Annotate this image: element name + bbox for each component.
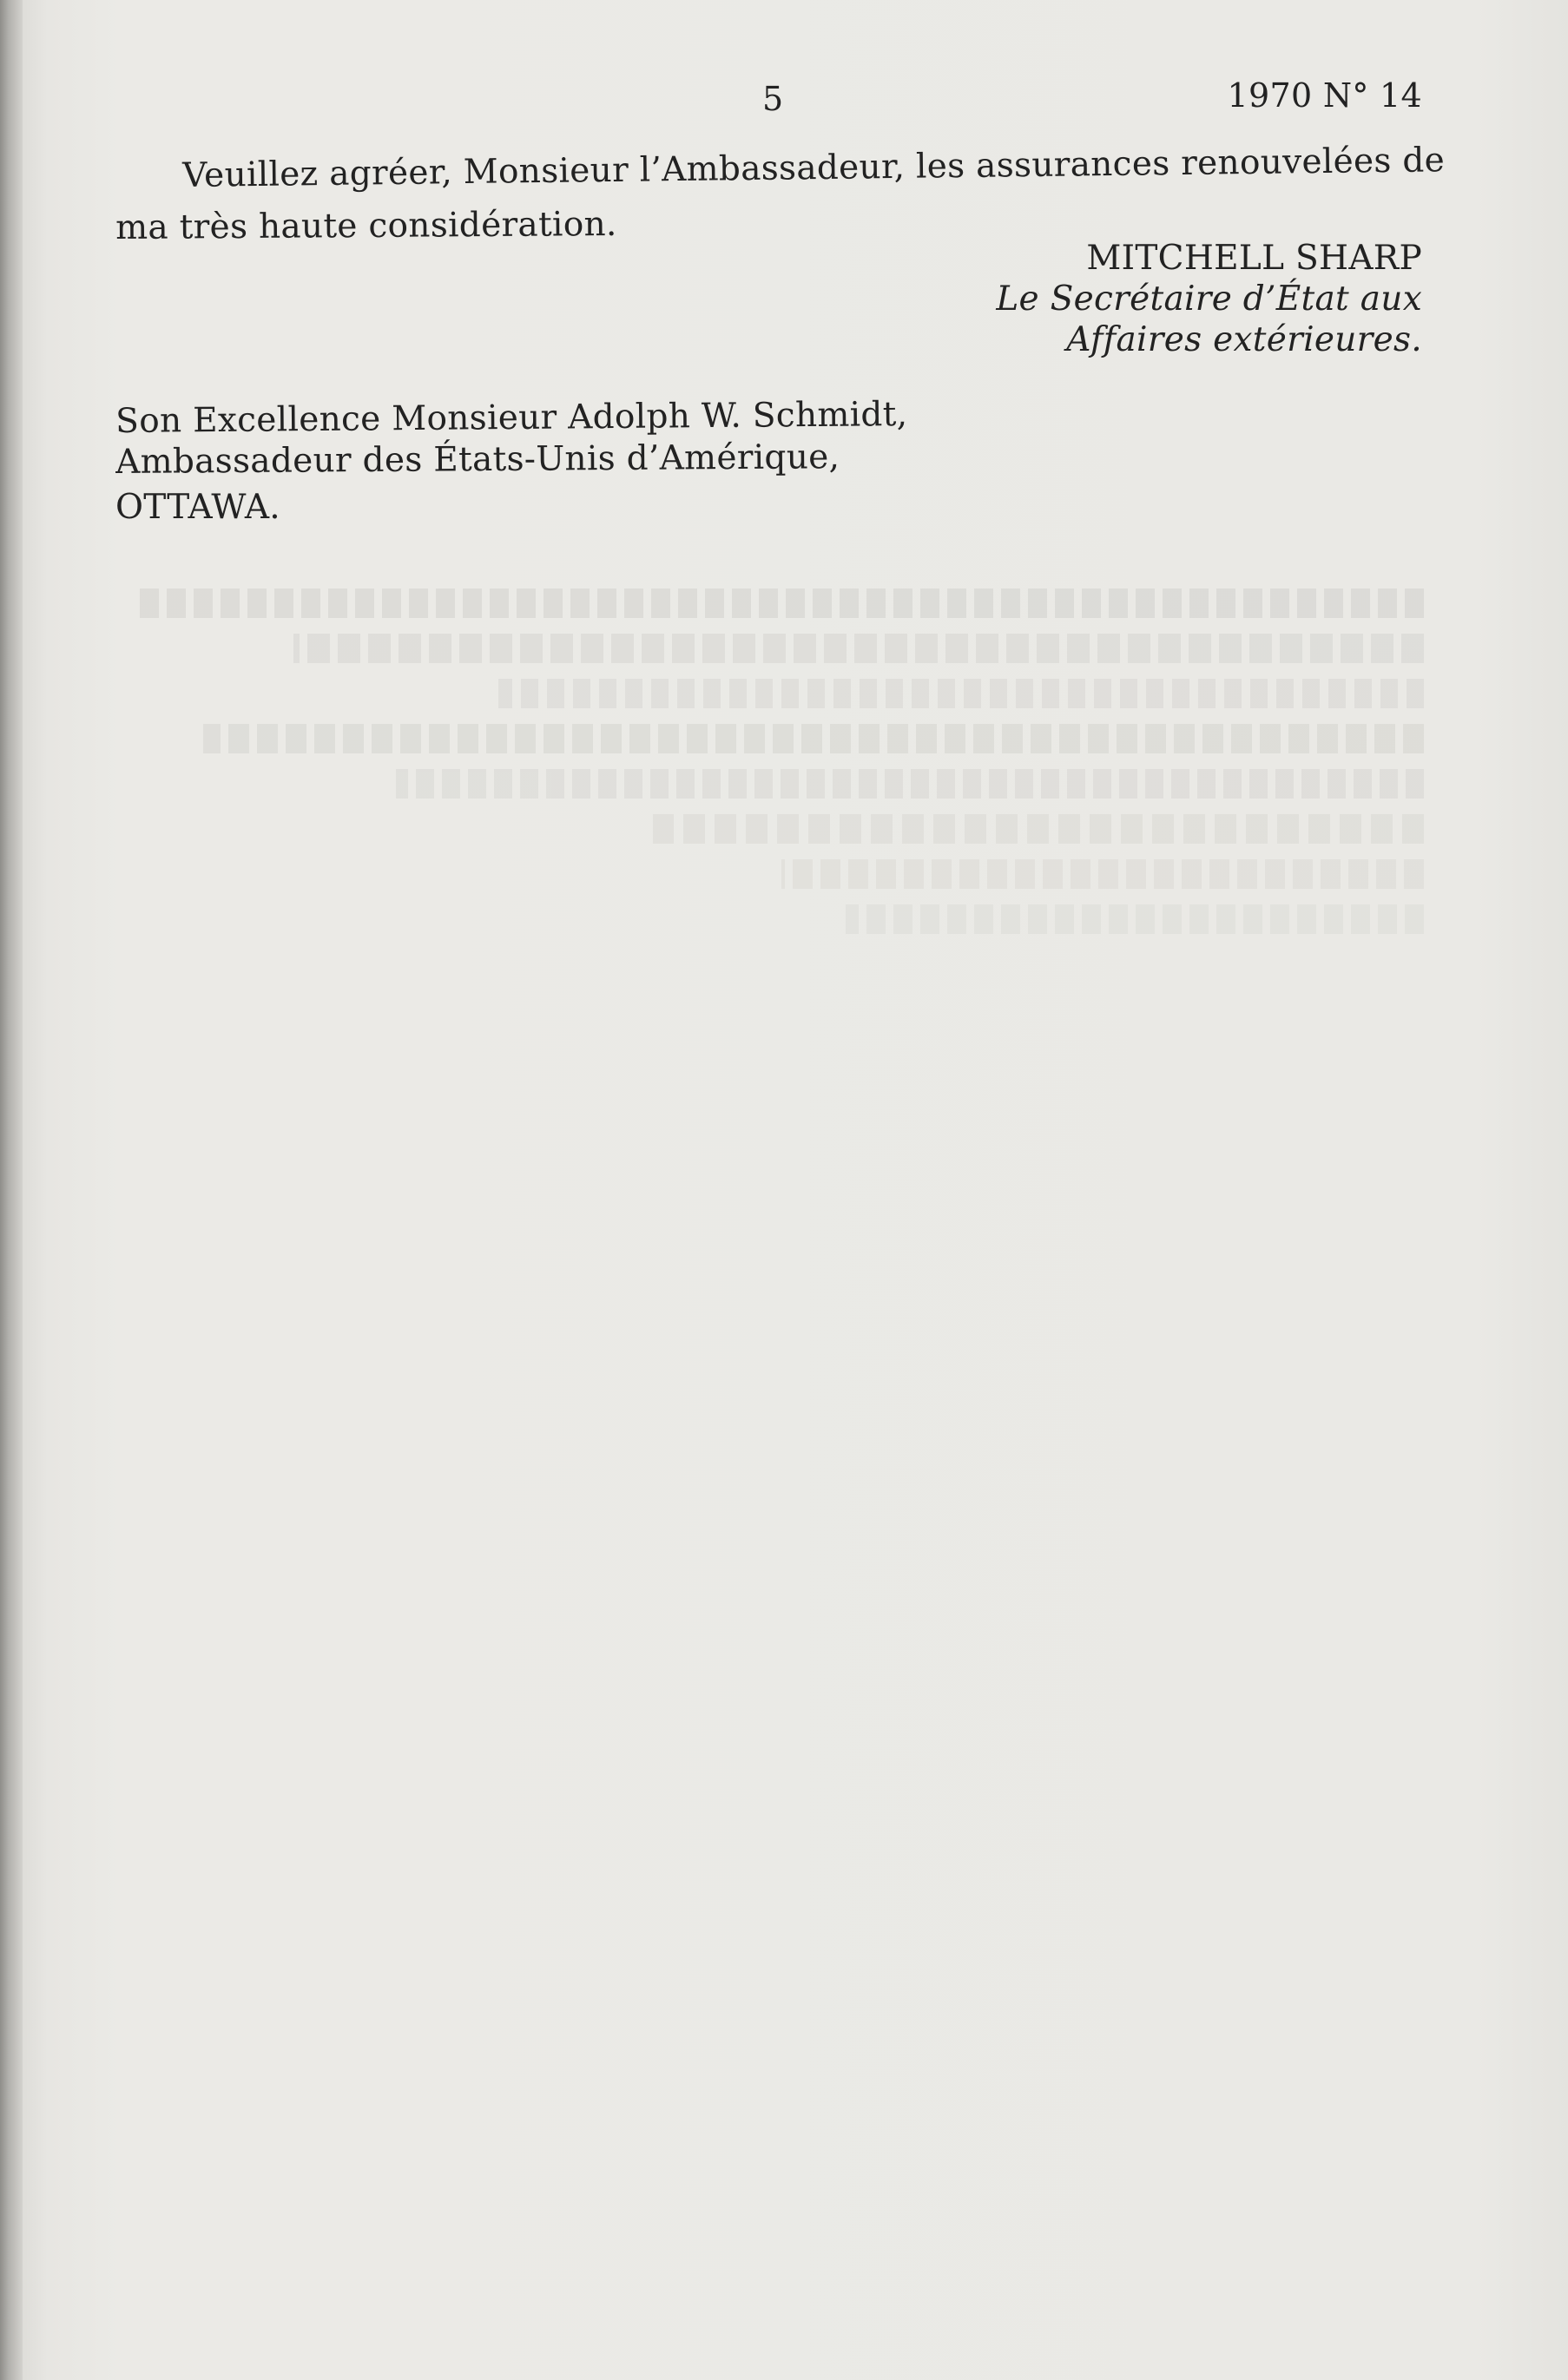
signatory-name: MITCHELL SHARP: [1086, 239, 1422, 278]
addressee-line-2: Ambassadeur des États-Unis d’Amérique,: [115, 437, 840, 482]
addressee-line-3: OTTAWA.: [115, 488, 280, 527]
signatory-title-line-2: Affaires extérieures.: [1066, 320, 1422, 359]
bleed-through-texture: [139, 573, 1424, 1198]
closing-line-1: Veuillez agréer, Monsieur l’Ambassadeur, les assurances renouvelées de: [182, 141, 1446, 195]
document-reference: 1970 N° 14: [1227, 76, 1422, 115]
page-number: 5: [762, 80, 784, 118]
closing-line-2: ma très haute considération.: [115, 204, 617, 247]
signatory-title-line-1: Le Secrétaire d’État aux: [996, 279, 1422, 319]
addressee-line-1: Son Excellence Monsieur Adolph W. Schmidt,: [115, 395, 908, 441]
binding-edge: [0, 0, 23, 2380]
